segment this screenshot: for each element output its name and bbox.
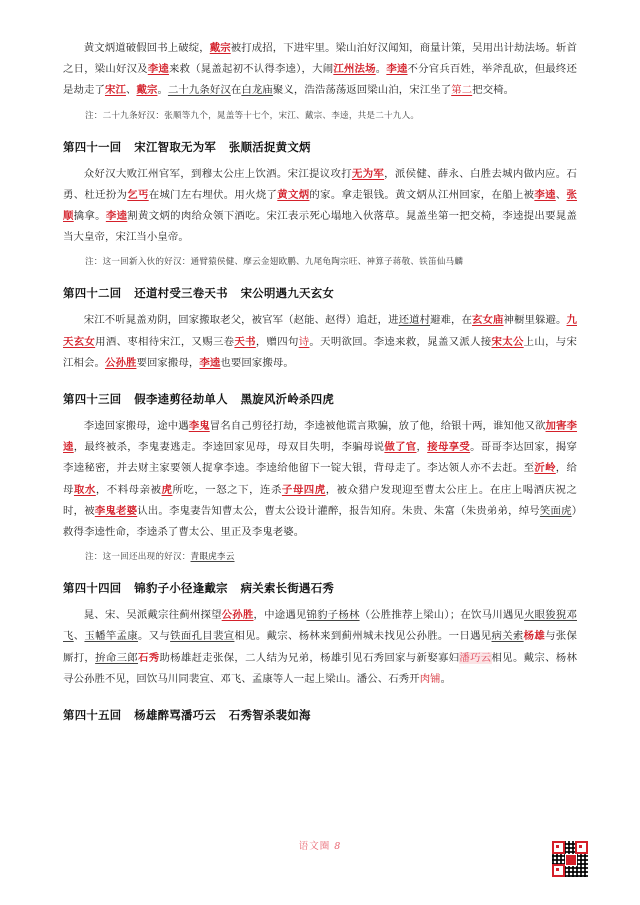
paragraph-42-text: 宋江不听晁盖劝阴，回家搬取老父，被官军（赵能、赵得）追赶，进还道村避难，在玄女庙神橱里躲避。九天玄女用酒、枣相待宋江，又赐三卷天书，赠四句诗。天明欲回。李逵来救，晁盖又派人接宋太公上山，与宋江相会。公孙胜要回家搬母，李逵也要回家搬母。 — [63, 314, 578, 369]
qr-code-icon[interactable] — [552, 841, 588, 877]
paragraph-41 — [63, 164, 577, 249]
chapter-title-b: 石秀智杀裴如海 — [228, 708, 311, 723]
page-number: 8 — [334, 841, 342, 852]
note-43: 注：这一回还出现的好汉：青眼虎李云 — [85, 552, 235, 563]
qr-finder-top-left — [552, 841, 565, 854]
paragraph-top — [63, 38, 577, 102]
chapter-title-b: 张顺活捉黄文炳 — [228, 139, 311, 154]
chapter-heading-44 — [63, 580, 577, 596]
footer-brand: 语文圈 — [298, 841, 331, 852]
paragraph-top-text: 黄文炳道破假回书上破绽，戴宗被打成招，下进牢里。梁山泊好汉闻知，商量计策，吴用出计劫法场。斩首之日，梁山好汉及李逵来救（晁盖起初不认得李逵），大闹江州法场。李逵不分官兵百姓，举斧乱砍，但最终还是劫走了宋江、戴宗。二十九条好汉在白龙庙聚义，浩浩荡荡返回梁山泊，宋江坐了第二把交椅。 — [63, 42, 578, 97]
qr-finder-bottom-left — [552, 864, 565, 877]
qr-center-logo — [565, 854, 577, 866]
chapter-number: 第四十五回 — [63, 708, 122, 723]
chapter-title-a: 宋江智取无为军 — [134, 139, 217, 154]
chapter-number: 第四十二回 — [63, 286, 122, 301]
note-41: 注：这一回新入伙的好汉：通臂猿侯健、摩云金翅欧鹏、九尾龟陶宗旺、神算子蒋敬、铁笛仙马麟 — [85, 257, 464, 268]
chapter-number: 第四十一回 — [63, 139, 122, 154]
paragraph-41-text: 众好汉大败江州官军，到穆太公庄上饮酒。宋江提议攻打无为军，派侯健、薛永、白胜去城内做内应。石勇、杜迁扮为乞丐在城门左右埋伏。用火烧了黄文炳的家。拿走银钱。黄文炳从江州回家，在船上被李逵、张顺擒拿。李逵割黄文炳的肉给众领下酒吃。宋江表示死心塌地入伙落草。晁盖坐第一把交椅，李逵提出要晁盖当大皇帝，宋江当小皇帝。 — [63, 167, 578, 244]
paragraph-44 — [63, 605, 577, 690]
chapter-title-a: 杨雄醉骂潘巧云 — [134, 708, 217, 723]
document-content — [63, 38, 577, 723]
chapter-title-b: 宋公明遇九天玄女 — [240, 286, 335, 301]
chapter-heading-45 — [63, 707, 577, 723]
chapter-heading-42 — [63, 285, 577, 301]
note-top: 注：二十九条好汉：张顺等九个，晁盖等十七个，宋江、戴宗、李逵，共是二十九人。 — [85, 110, 420, 121]
chapter-heading-41 — [63, 139, 577, 155]
footer-watermark — [0, 838, 640, 852]
chapter-number: 第四十三回 — [63, 392, 122, 407]
qr-finder-top-right — [575, 841, 588, 854]
chapter-title-a: 假李逵剪径劫单人 — [134, 392, 228, 407]
paragraph-44-text: 晁、宋、吴派戴宗往蓟州探望公孙胜，中途遇见锦豹子杨林（公胜推荐上梁山）；在饮马川遇见火眼狻猊邓飞、玉幡竿孟康。又与铁面孔目裴宣相见。戴宗、杨林来到蓟州城未找见公孙胜。一日遇见病关索杨雄与张保厮打，拚命三郎石秀助杨雄赶走张保，二人结为兄弟，杨雄引见石秀回家与新娶寡妇潘巧云相见。戴宗、杨林寻公孙胜不见，回饮马川同裴宣、邓飞、孟康等人一起上梁山。潘公、石秀开肉铺。 — [63, 609, 577, 685]
chapter-title-b: 病关索长街遇石秀 — [240, 581, 335, 596]
chapter-title-b: 黑旋风沂岭杀四虎 — [240, 392, 335, 407]
chapter-title-a: 还道村受三卷天书 — [134, 286, 228, 301]
paragraph-43-text: 李逵回家搬母，途中遇李鬼冒名自己剪径打劫，李逵被他谎言欺骗，放了他，给银十两，谁知他又欲加害李逵，最终被杀，李鬼妻逃走。李逵回家见母，母双目失明，李骗母说做了官，接母享受。哥哥李达回家，揭穿李逵秘密，并去财主家要领人捉拿李逵。李逵给他留下一锭大银，背母走了。李达领人亦不去赶。至沂岭，给母取水，不料母亲被虎所吃，一怒之下，连杀子母四虎，被众猎户发现迎至曹太公庄上。在庄上喝酒庆祝之时，被李鬼老婆认出。李鬼妻告知曹太公，曹太公设计灌醉，报告知府。朱贵、朱富（朱贵弟弟，绰号笑面虎）救得李逵性命，李逵杀了曹太公、里正及李鬼老婆。 — [63, 420, 578, 539]
chapter-heading-43 — [63, 391, 577, 407]
chapter-title-a: 锦豹子小径逢戴宗 — [134, 581, 228, 596]
chapter-number: 第四十四回 — [63, 581, 122, 596]
paragraph-42 — [63, 310, 577, 374]
paragraph-43 — [63, 416, 577, 543]
